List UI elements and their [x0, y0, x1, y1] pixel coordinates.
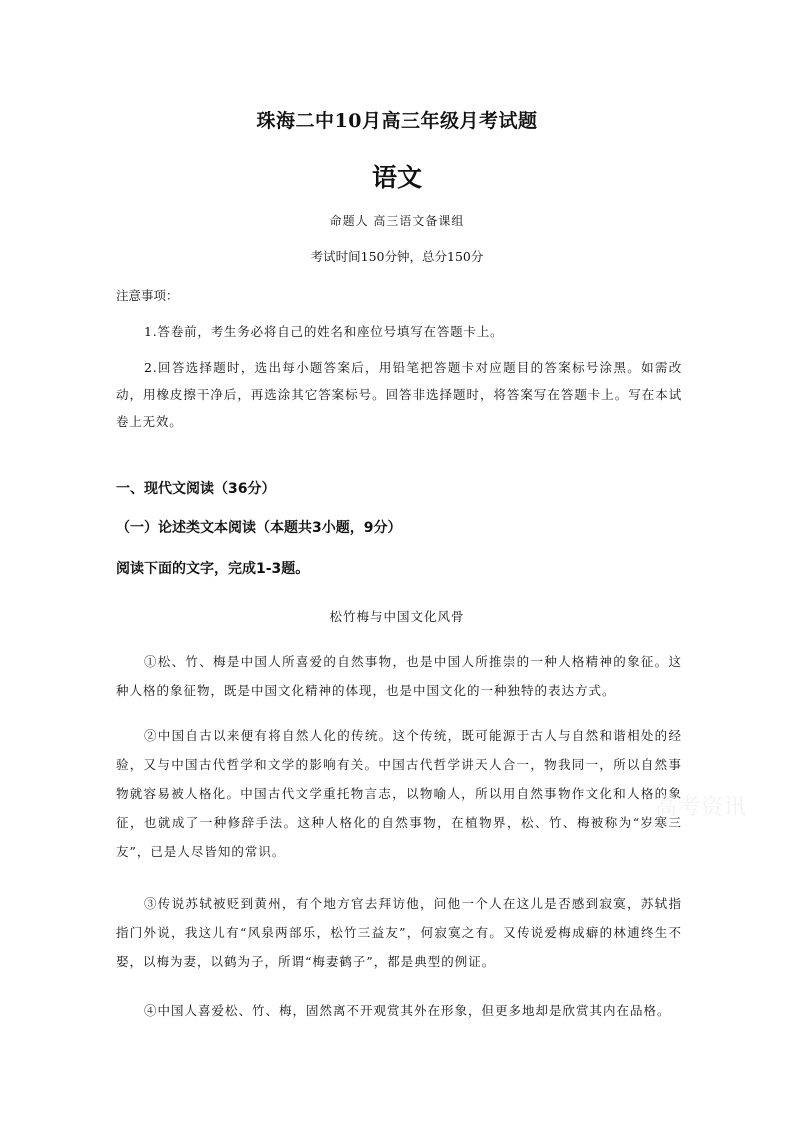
- author-line: 命题人 高三语文备课组: [329, 214, 465, 228]
- section-heading-part-one: 一、现代文阅读（36分）: [116, 481, 276, 497]
- article-title: 松竹梅与中国文化风骨: [329, 609, 465, 624]
- notice-heading: 注意事项：: [116, 288, 179, 303]
- notice-item-1: 1.答卷前，考生务必将自己的姓名和座位号填写在答题卡上。: [144, 324, 504, 339]
- exam-time-info: 考试时间150分钟，总分150分: [310, 249, 484, 264]
- article-paragraph-1: ①松、竹、梅是中国人所喜爱的自然事物，也是中国人所推崇的一种人格精神的象征。这种人格的象征物，既是中国文化精神的体现，也是中国文化的一种独特的表达方式。: [116, 654, 682, 698]
- notice-item-2: 2.回答选择题时，选出每小题答案后，用铅笔把答题卡对应题目的答案标号涂黑。如需改动，用橡皮擦干净后，再选涂其它答案标号。回答非选择题时，将答案写在答题卡上。写在本试卷上无效。: [116, 360, 682, 429]
- faint-watermark: 高考资讯: [655, 795, 748, 820]
- reading-instruction: 阅读下面的文字，完成1-3题。: [116, 561, 310, 577]
- article-paragraph-2: ②中国自古以来便有将自然人化的传统。这个传统，既可能源于古人与自然和谐相处的经验，又与中国古代哲学和文学的影响有关。中国古代哲学讲天人合一，物我同一，所以自然事物就容易被人格化。中国古代文学重托物言志，以物喻人，所以用自然事物作文化和人格的象征，也就成了一种修辞手法。这种人格化的自然事物，在植物界，松、竹、梅被称为“岁寒三友”，已是人尽皆知的常识。: [116, 728, 682, 859]
- article-paragraph-4: ④中国人喜爱松、竹、梅，固然离不开观赏其外在形象，但更多地却是欣赏其内在品格。: [144, 1003, 671, 1018]
- article-paragraph-3: ③传说苏轼被贬到黄州，有个地方官去拜访他，问他一个人在这儿是否感到寂寞，苏轼指指门外说，我这儿有“风泉两部乐，松竹三益友”，何寂寞之有。又传说爱梅成癖的林逋终生不娶，以梅为妻，以鹤为子，所谓“梅妻鹤子”，都是典型的例证。: [116, 896, 682, 969]
- section-heading-sub-one: （一）论述类文本阅读（本题共3小题，9分）: [116, 520, 402, 536]
- subject-title: 语文: [371, 163, 422, 192]
- exam-title: 珠海二中10月高三年级月考试题: [256, 110, 538, 132]
